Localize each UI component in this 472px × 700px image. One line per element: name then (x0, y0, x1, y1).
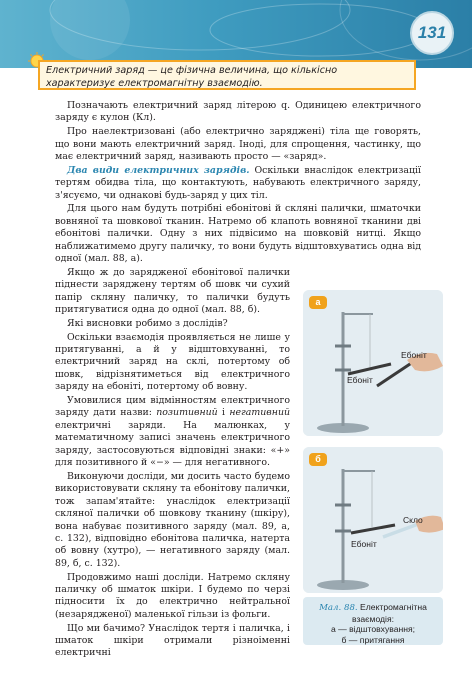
paragraph: Виконуючи досліди, ми досить часто будемо використовувати скляну та ебонітову палички, тож запам'ятайте: унаслідок електризації скляної палички об шовкову тканину (шкіру), вона набуває позитивного заряду (мал. 89, а, с. 132), відповідно ебонітова паличка, натерта об вовну (хутро), — негативного заряду (мал. 89, б, с. 132). (55, 470, 290, 569)
rod-label: Скло (403, 515, 423, 525)
paragraph: Про наелектризовані (або електрично заряджені) тіла ще говорять, що вони мають електричний заряд. Іноді, для спрощення, частинку, що має електричний заряд, називають просто — «заряд». (55, 126, 421, 163)
paragraph: Що ми бачимо? Унаслідок тертя і паличка, і шматок шкіри отримали різноіменні електричні (55, 622, 290, 659)
paragraph: Які висновки робимо з дослідів? (67, 317, 228, 329)
paragraph: Для цього нам будуть потрібні ебонітові й скляні палички, шматочки вовняної та шовкової тканин. Натремо об клапоть вовняної тканини дві ебонітові палички. Одну з них підвісимо на шовковій нитці. Якщо наближатимемо другу паличку, то вони будуть відштовхуватись одна від одної (мал. 88, а). (55, 203, 421, 265)
figure-label: а (309, 296, 327, 309)
paragraph: Два види електричних зарядів. Оскільки внаслідок електризації тертям обидва тіла, що контактують, набувають електричного заряду, з'ясуємо, чи однакові будь-заряд у цих тіл. (55, 164, 421, 201)
figure-a (303, 290, 443, 436)
rod-label: Ебоніт (401, 350, 427, 360)
rod-label: Ебоніт (351, 539, 377, 549)
figure-caption (303, 597, 443, 645)
section-heading: Два види електричних зарядів. (67, 164, 250, 176)
figure-b (303, 447, 443, 593)
caption-title: Мал. 88. (319, 603, 358, 613)
narrow-column (55, 267, 290, 660)
paragraph: Оскільки взаємодія проявляється не лише у притягуванні, а й у відштовхуванні, то електричний заряд на склі, потертому об шовк, відрізнятиметься від електричного заряду на ебоніті, потертому об вовну. (55, 331, 290, 393)
term-negative: негативний (229, 407, 291, 419)
figure-label: б (309, 453, 327, 466)
term-positive: позитивний (156, 407, 218, 419)
rod-label: Ебоніт (347, 375, 373, 385)
repulsion-illustration (303, 290, 443, 436)
caption-line: а — відштовхування; (330, 624, 416, 634)
header-decoration (0, 0, 472, 68)
definition-box: Електричний заряд — це фізична величина, що кількісно характеризує електромагнітну взаємодію. (38, 60, 416, 90)
paragraph: Продовжимо наші досліди. Натремо скляну паличку об шматок шкіри. І будемо по черзі підносити їх до електрично нейтральної (незарядженої) маленької гільзи із фольги. (55, 571, 290, 620)
paragraph: Умовилися цим відмінностям електричного заряду дати назви: позитивний і негативний електричні заряди. На малюнках, у математичному записі значень електричного заряду, застосовуються відповідні знаки: «+» для позитивного й «−» — для негативного. (55, 395, 291, 469)
caption-title-line: Мал. 88. Електромагнітна взаємодія: (319, 602, 427, 624)
page-number: 131 (410, 11, 454, 55)
paragraph: Якщо ж до зарядженої ебонітової палички піднести заряджену тертям об шовк чи сухий папір скляну паличку, то палички будуть притягуватися одна до одної (мал. 88, б). (55, 266, 290, 316)
paragraph: Позначають електричний заряд літерою q. Одиницею електричного заряду є кулон (Кл). (55, 100, 421, 124)
page-header (0, 0, 472, 68)
caption-line: б — притягання (341, 634, 405, 645)
